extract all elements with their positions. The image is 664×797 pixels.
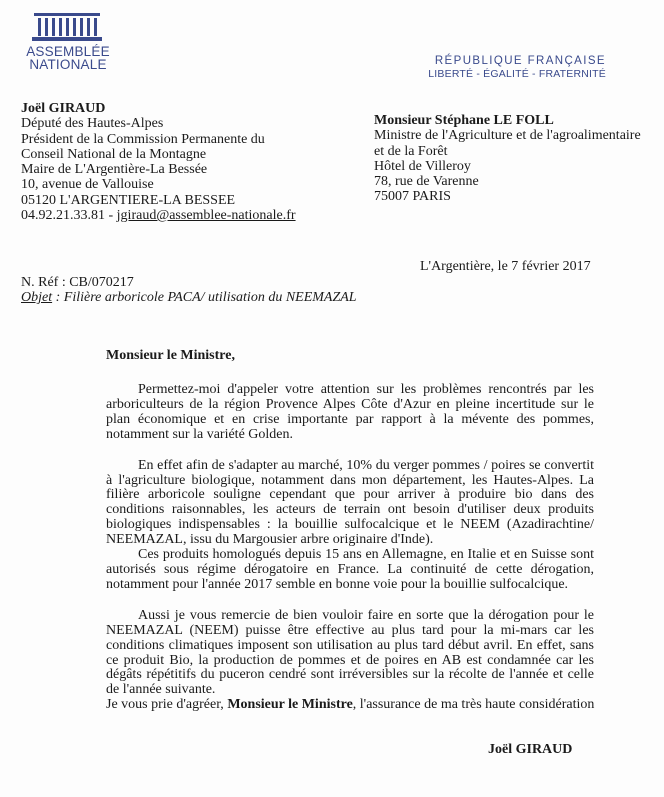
- paragraph: En effet afin de s'adapter au marché, 10% du verger pommes / poires se convertit à l'agriculture biologique, notamment dans mon département, les Hautes-Alpes. La filière arboricole souligne cependant que pour arriver à produire bio dans des conditions raisonnables, les acteurs de terrain ont besoin d'utiliser deux produits biologiques indispensables : la bouillie sulfocalcique et le NEEM (Azadirachtine/ NEEMAZAL, issu du Margousier arbre originaire d'Inde).: [106, 457, 594, 548]
- recipient-line: Ministre de l'Agriculture et de l'agroalimentaire: [374, 128, 641, 144]
- republic-title: RÉPUBLIQUE FRANÇAISE: [434, 55, 606, 67]
- sender-line: 05120 L'ARGENTIERE-LA BESSEE: [21, 192, 236, 208]
- recipient-line: 78, rue de Varenne: [374, 174, 479, 190]
- salutation: Monsieur le Ministre,: [106, 348, 235, 363]
- republic-motto: LIBERTÉ - ÉGALITÉ - FRATERNITÉ: [428, 68, 606, 80]
- closing-formula: [106, 697, 594, 712]
- logo-line-2: NATIONALE: [29, 57, 107, 72]
- object-text: : Filière arboricole PACA/ utilisation du NEEMAZAL: [52, 290, 357, 305]
- parliament-building-icon: [32, 12, 104, 42]
- recipient-line: et de la Forêt: [374, 143, 448, 159]
- closing-addressee: Monsieur le Ministre: [227, 697, 353, 712]
- reference-number: N. Réf : CB/070217: [21, 275, 134, 290]
- sender-block: [21, 101, 296, 223]
- sender-line: 10, avenue de Vallouise: [21, 177, 154, 193]
- republic-header: [428, 55, 606, 81]
- paragraph: Ces produits homologués depuis 15 ans en Allemagne, en Italie et en Suisse sont autorisés sous régime dérogatoire en France. La continuité de cette dérogation, notamment pour l'année 2017 semble en bonne voie pour la bouillie sulfocalcique.: [106, 547, 594, 592]
- recipient-line: 75007 PARIS: [374, 189, 451, 205]
- recipient-block: [374, 113, 641, 205]
- object-label: Objet: [21, 290, 53, 305]
- reference-block: [21, 275, 357, 305]
- assemblee-nationale-logo: [22, 12, 122, 71]
- closing-start: Je vous prie d'agréer,: [106, 697, 228, 712]
- letter-date: L'Argentière, le 7 février 2017: [420, 259, 591, 274]
- sender-line: Député des Hautes-Alpes: [21, 116, 164, 132]
- sender-name: Joël GIRAUD: [21, 101, 106, 116]
- sender-line: Conseil National de la Montagne: [21, 146, 207, 162]
- recipient-line: Hôtel de Villeroy: [374, 158, 471, 174]
- sender-phone: 04.92.21.33.81 -: [21, 208, 117, 224]
- paragraph: Aussi je vous remercie de bien vouloir faire en sorte que la dérogation pour le NEEMAZAL (NEEM) puisse être effective au plus tard pour la mi-mars car les conditions climatiques imposent son utilisation au plus tard début avril. En effet, sans ce produit Bio, la production de pommes et de poires en AB est condamnée car les dégâts répétitifs du puceron cendré sont irréversibles sur la récolte de l'année et celle de l'année suivante.: [106, 607, 594, 698]
- sender-line: Maire de L'Argentière-La Bessée: [21, 162, 208, 178]
- logo-line-1: ASSEMBLÉE: [26, 44, 110, 59]
- object-line: [21, 290, 357, 305]
- letter-body: [106, 348, 594, 698]
- closing-end: , l'assurance de ma très haute considération: [352, 697, 595, 712]
- sender-line: Président de la Commission Permanente du: [21, 131, 265, 147]
- signature: Joël GIRAUD: [488, 742, 573, 757]
- sender-email-link[interactable]: jgiraud@assemblee-nationale.fr: [116, 208, 296, 224]
- paragraph: Permettez-moi d'appeler votre attention sur les problèmes rencontrés par les arboriculteurs de la région Provence Alpes Côte d'Azur en pleine incertitude sur le plan économique et en crise importante par rapport à la mévente des pommes, notamment sur la variété Golden.: [106, 382, 594, 442]
- recipient-name: Monsieur Stéphane LE FOLL: [374, 113, 554, 128]
- sender-contact: [21, 208, 296, 223]
